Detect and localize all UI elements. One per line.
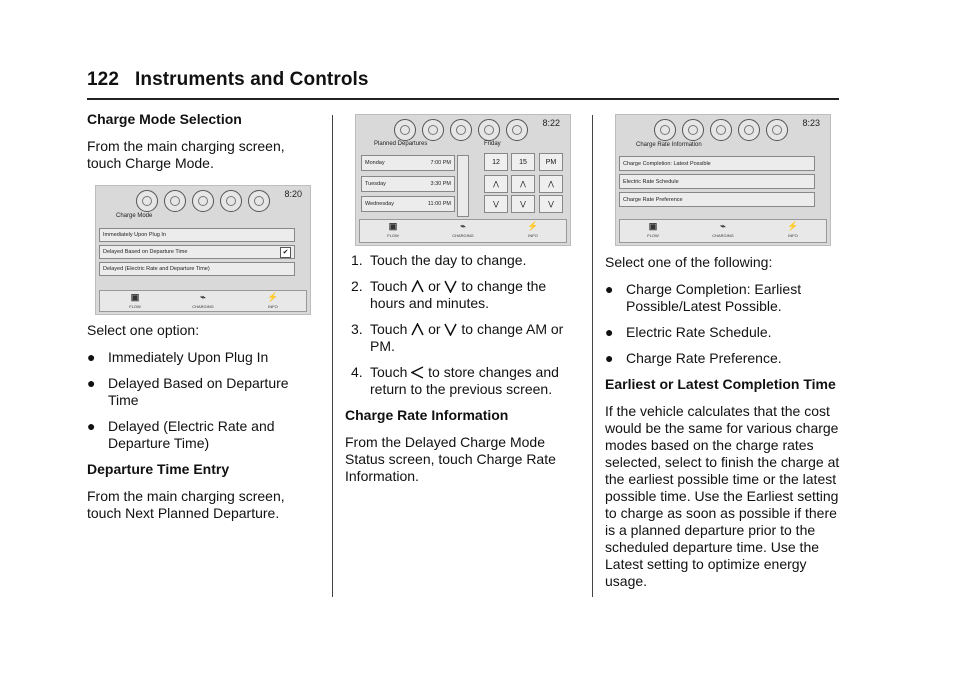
- charging-button[interactable]: ⌁ CHARGING: [192, 292, 214, 309]
- climate-icon: [738, 119, 760, 141]
- phone-icon: [682, 119, 704, 141]
- day-row[interactable]: Wednesday 11:00 PM: [361, 196, 455, 212]
- screen-icon: [506, 119, 528, 141]
- icon-bar: [394, 119, 528, 141]
- section-heading-charge-mode: Charge Mode Selection: [87, 111, 242, 127]
- info-button[interactable]: ⚡ INFO: [787, 221, 799, 238]
- page-title: Instruments and Controls: [135, 69, 369, 90]
- info-button[interactable]: ⚡ INFO: [267, 292, 279, 309]
- mode-option-row[interactable]: Delayed (Electric Rate and Departure Time): [99, 262, 295, 276]
- flow-button[interactable]: ▣ FLOW: [647, 221, 659, 238]
- paragraph-charge-rate: From the Delayed Charge Mode Status screen, touch Charge Rate Information.: [345, 434, 556, 484]
- screen-icon: [766, 119, 788, 141]
- charging-button[interactable]: ⌁ CHARGING: [712, 221, 734, 238]
- list-item: ● Electric Rate Schedule.: [605, 324, 772, 340]
- page-header: [87, 69, 369, 91]
- nav-icon: [710, 119, 732, 141]
- column-3: [605, 254, 841, 600]
- chevron-down-icon: [444, 280, 457, 293]
- scrollbar[interactable]: [457, 155, 469, 217]
- phone-icon: [422, 119, 444, 141]
- rate-option-row[interactable]: Charge Completion: Latest Possible: [619, 156, 815, 171]
- screen-title: Planned Departures: [374, 141, 428, 147]
- bottom-bar: [359, 219, 567, 243]
- screen-title: Charge Mode: [116, 213, 153, 219]
- clock: 8:20: [284, 189, 302, 199]
- icon-bar: [136, 190, 270, 212]
- chevron-up-icon: [411, 323, 424, 336]
- nav-icon: [192, 190, 214, 212]
- column-1-lower: [87, 322, 309, 532]
- paragraph-departure: From the main charging screen, touch Next Planned Departure.: [87, 488, 285, 521]
- step-1: 1. Touch the day to change.: [351, 252, 527, 268]
- select-following-text: Select one of the following:: [605, 254, 773, 270]
- hour-box[interactable]: 12: [484, 153, 508, 171]
- bottom-bar: [619, 219, 827, 243]
- app-icon: [654, 119, 676, 141]
- day-title: Friday: [484, 141, 501, 147]
- section-heading-charge-rate: Charge Rate Information: [345, 407, 509, 423]
- list-item: ● Delayed Based on Departure Time: [87, 375, 289, 408]
- list-item: ● Delayed (Electric Rate and Departure Time): [87, 418, 275, 451]
- paragraph-completion: If the vehicle calculates that the cost would be the same for various charge modes based on the charge rates selected, select to finish the charge at the earliest possible time or the latest possible time. Use the Earliest setting to charge as soon as possible if there is a planned departure prior to the scheduled departure time. Use the Latest setting to optimize energy usage.: [605, 403, 840, 589]
- step-4: 4. Touch to store changes and return to the previous screen.: [351, 364, 559, 397]
- day-row[interactable]: Tuesday 3:30 PM: [361, 176, 455, 192]
- column-divider-1: [332, 115, 333, 597]
- icon-bar: [654, 119, 788, 141]
- minute-down-button[interactable]: ⋁: [511, 195, 535, 213]
- ampm-up-button[interactable]: ⋀: [539, 175, 563, 193]
- mode-option-row[interactable]: Delayed Based on Departure Time ✔: [99, 245, 295, 259]
- list-item: ● Charge Rate Preference.: [605, 350, 782, 366]
- rate-option-row[interactable]: Electric Rate Schedule: [619, 174, 815, 189]
- info-button[interactable]: ⚡ INFO: [527, 221, 539, 238]
- charge-rate-screenshot: [615, 114, 831, 246]
- minute-box[interactable]: 15: [511, 153, 535, 171]
- charge-mode-screenshot: [95, 185, 311, 315]
- back-chevron-icon: [411, 366, 424, 379]
- day-row[interactable]: Monday 7:00 PM: [361, 155, 455, 171]
- climate-icon: [478, 119, 500, 141]
- check-icon: ✔: [280, 247, 291, 258]
- column-divider-2: [592, 115, 593, 597]
- clock: 8:22: [542, 118, 560, 128]
- screen-icon: [248, 190, 270, 212]
- section-heading-departure: Departure Time Entry: [87, 461, 230, 477]
- paragraph-charge-mode: From the main charging screen, touch Charge Mode.: [87, 138, 285, 171]
- column-1: [87, 111, 309, 182]
- screen-title: Charge Rate Information: [636, 142, 702, 148]
- climate-icon: [220, 190, 242, 212]
- header-rule: [87, 98, 839, 100]
- app-icon: [394, 119, 416, 141]
- phone-icon: [164, 190, 186, 212]
- nav-icon: [450, 119, 472, 141]
- app-icon: [136, 190, 158, 212]
- hour-down-button[interactable]: ⋁: [484, 195, 508, 213]
- flow-button[interactable]: ▣ FLOW: [387, 221, 399, 238]
- chevron-up-icon: [411, 280, 424, 293]
- page-number: 122: [87, 69, 120, 90]
- mode-option-row[interactable]: Immediately Upon Plug In: [99, 228, 295, 242]
- bottom-bar: [99, 290, 307, 312]
- charging-button[interactable]: ⌁ CHARGING: [452, 221, 474, 238]
- flow-button[interactable]: ▣ FLOW: [129, 292, 141, 309]
- list-item: ● Immediately Upon Plug In: [87, 349, 269, 365]
- column-2: [345, 252, 577, 495]
- list-item: ● Charge Completion: Earliest Possible/Latest Possible.: [605, 281, 802, 314]
- clock: 8:23: [802, 118, 820, 128]
- hour-up-button[interactable]: ⋀: [484, 175, 508, 193]
- select-one-text: Select one option:: [87, 322, 200, 338]
- minute-up-button[interactable]: ⋀: [511, 175, 535, 193]
- ampm-down-button[interactable]: ⋁: [539, 195, 563, 213]
- section-heading-completion: Earliest or Latest Completion Time: [605, 376, 836, 392]
- step-3: 3. Touch or to change AM or PM.: [351, 321, 564, 354]
- ampm-box[interactable]: PM: [539, 153, 563, 171]
- step-2: 2. Touch or to change the hours and minutes.: [351, 278, 547, 311]
- rate-option-row[interactable]: Charge Rate Preference: [619, 192, 815, 207]
- planned-departures-screenshot: [355, 114, 571, 246]
- chevron-down-icon: [444, 323, 457, 336]
